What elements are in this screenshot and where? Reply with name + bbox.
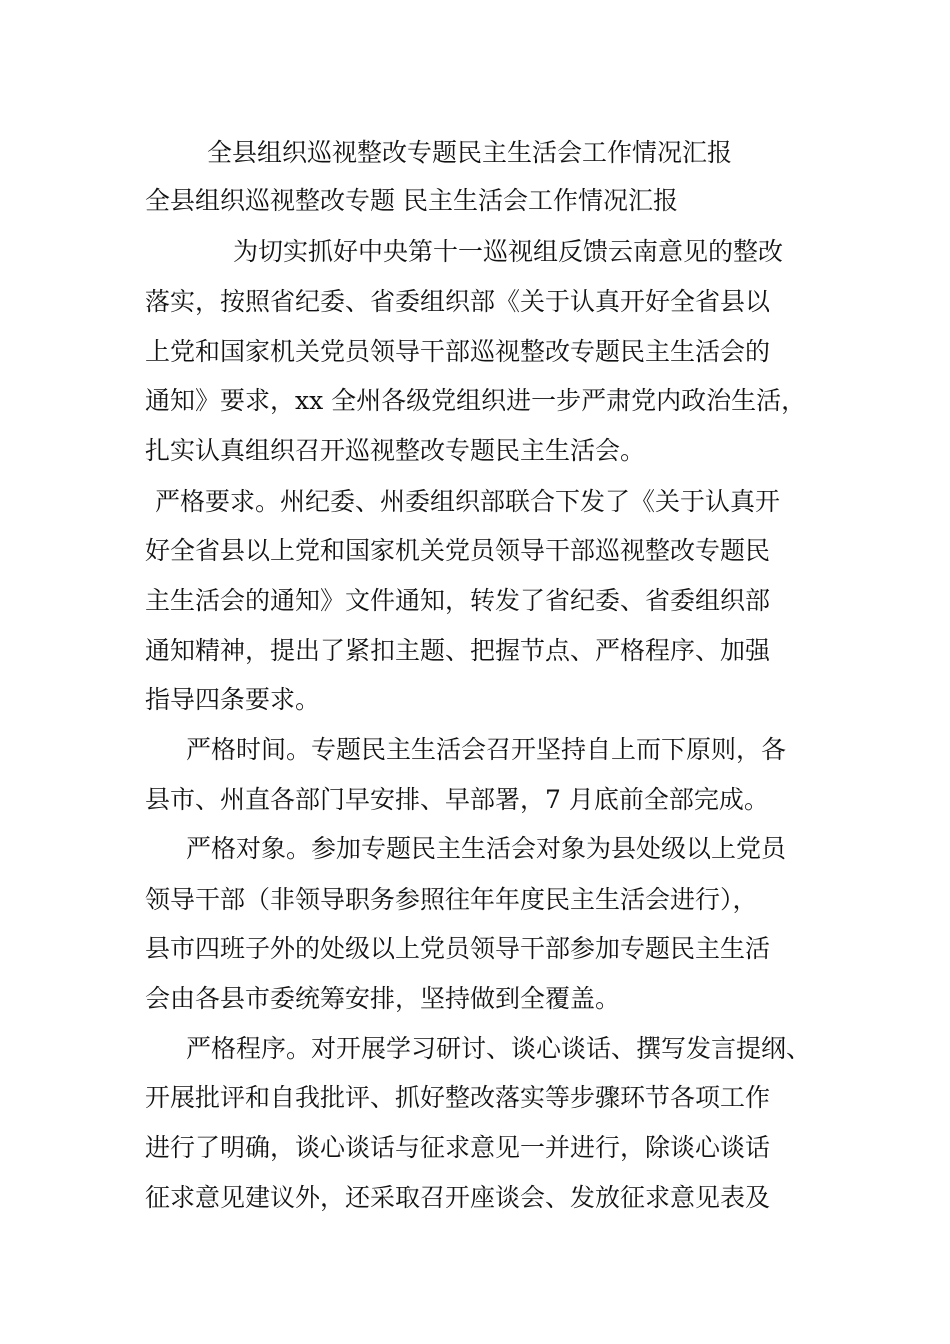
document-title: 全县组织巡视整改专题民主生活会工作情况汇报 (207, 138, 733, 167)
text-line: 开展批评和自我批评、抓好整改落实等步骤环节各项工作 (145, 1083, 771, 1112)
text-line: 好全省县以上党和国家机关党员领导干部巡视整改专题民 (145, 536, 771, 565)
text-line: 严格对象。参加专题民主生活会对象为县处级以上党员 (186, 834, 787, 863)
text-line: 为切实抓好中央第十一巡视组反馈云南意见的整改 (233, 237, 784, 266)
text-line: 会由各县市委统筹安排，坚持做到全覆盖。 (145, 984, 621, 1013)
document-subtitle: 全县组织巡视整改专题 民主生活会工作情况汇报 (145, 186, 678, 215)
text-line: 扎实认真组织召开巡视整改专题民主生活会。 (145, 436, 646, 465)
text-line: 上党和国家机关党员领导干部巡视整改专题民主生活会的 (145, 337, 771, 366)
text-line: 主生活会的通知》文件通知，转发了省纪委、省委组织部 (145, 586, 771, 615)
text-line: 进行了明确，谈心谈话与征求意见一并进行，除谈心谈话 (145, 1133, 771, 1162)
text-line: 严格程序。对开展学习研讨、谈心谈话、撰写发言提纲、 (186, 1034, 812, 1063)
text-line: 县市、州直各部门早安排、早部署，7 月底前全部完成。 (145, 785, 769, 814)
text-line: 指导四条要求。 (145, 685, 321, 714)
text-line: 落实，按照省纪委、省委组织部《关于认真开好全省县以 (145, 287, 771, 316)
text-line: 县市四班子外的处级以上党员领导干部参加专题民主生活 (145, 934, 771, 963)
text-line: 严格时间。专题民主生活会召开坚持自上而下原则，各 (186, 735, 787, 764)
text-line: 领导干部（非领导职务参照往年年度民主生活会进行）， (145, 885, 758, 914)
text-line: 通知精神，提出了紧扣主题、把握节点、严格程序、加强 (145, 636, 771, 665)
text-line: 征求意见建议外，还采取召开座谈会、发放征求意见表及 (145, 1183, 771, 1212)
text-line: 通知》要求，xx 全州各级党组织进一步严肃党内政治生活， (145, 386, 807, 415)
text-line: 严格要求。州纪委、州委组织部联合下发了《关于认真开 (155, 487, 781, 516)
